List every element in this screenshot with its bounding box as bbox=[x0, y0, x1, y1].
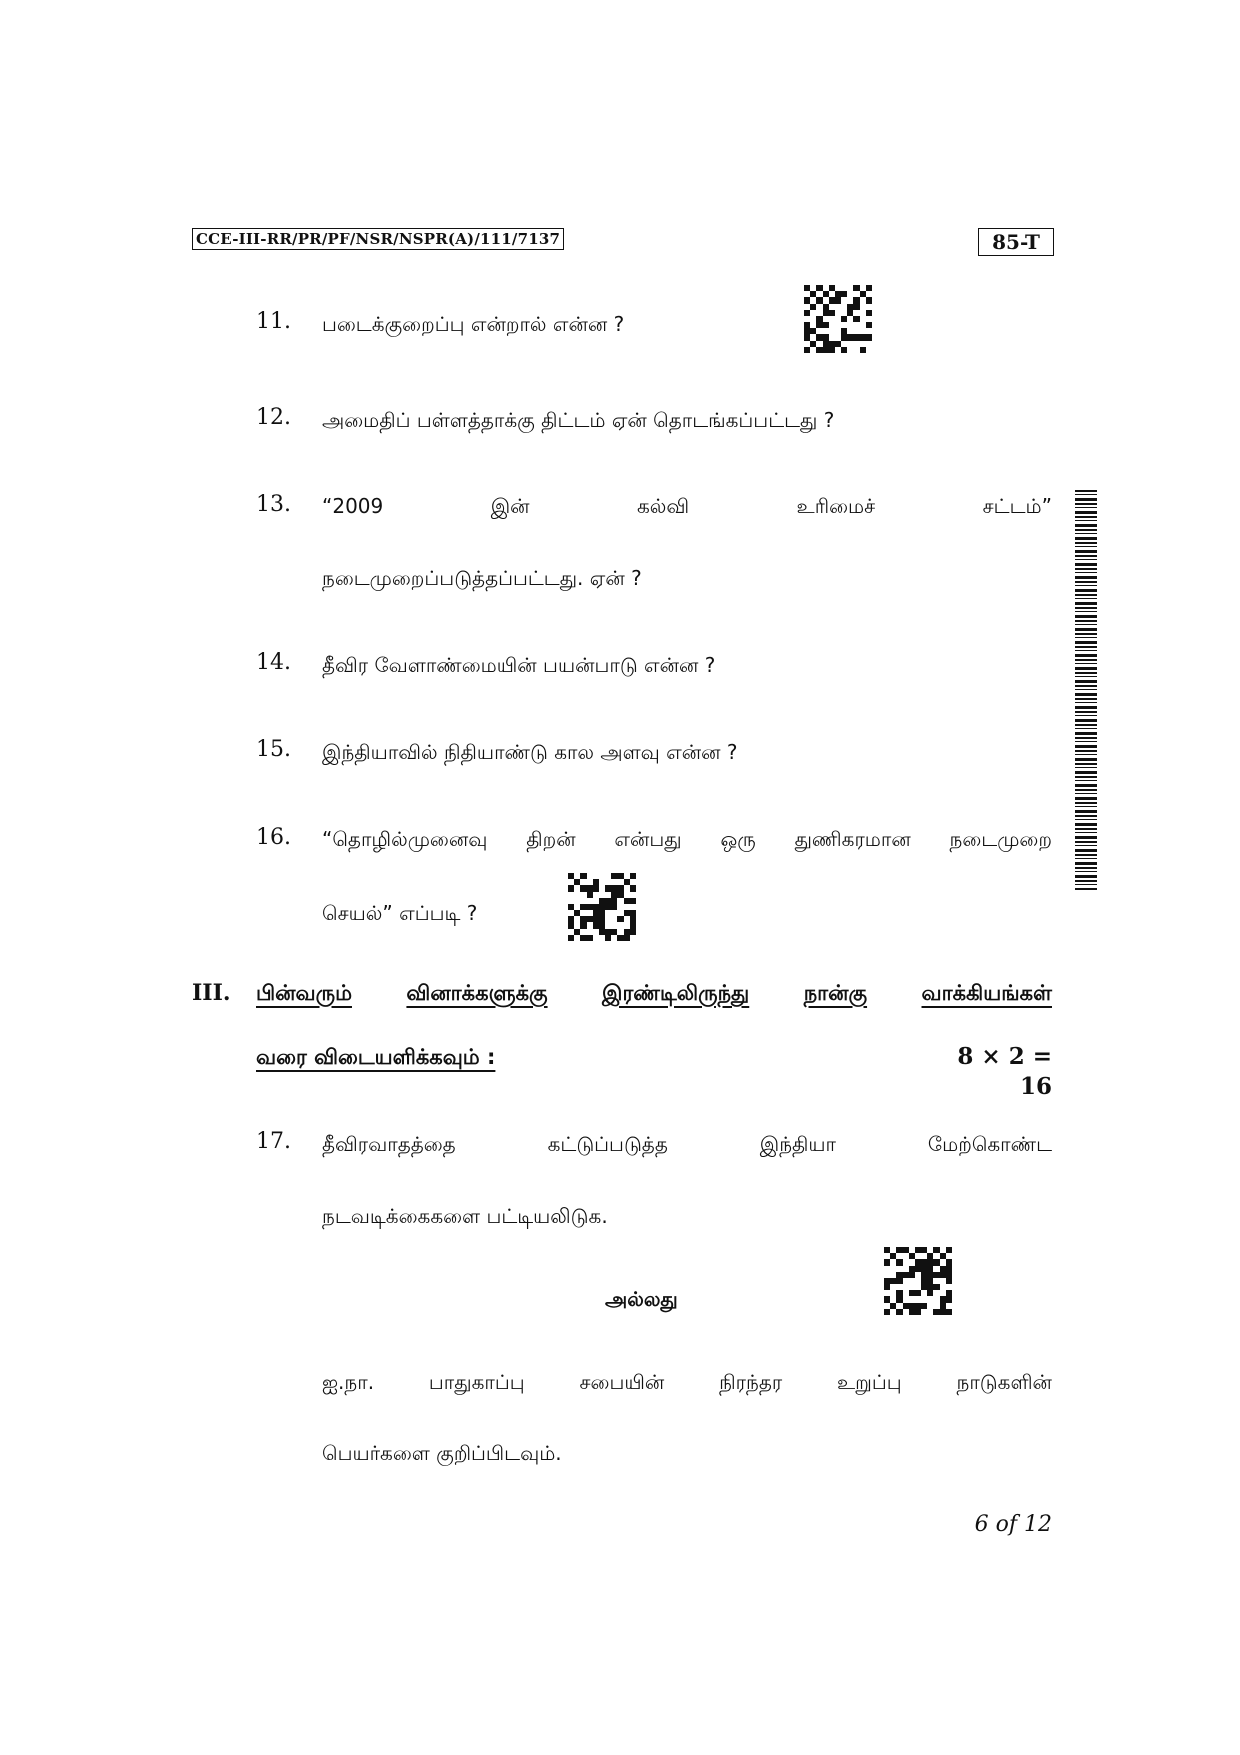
section-marks: 8 × 2 = 16 bbox=[957, 1043, 1052, 1100]
paper-code: 85-T bbox=[978, 228, 1054, 256]
word: வாக்கியங்கள் bbox=[921, 981, 1052, 1005]
word: பாதுகாப்பு bbox=[428, 1370, 525, 1394]
question-line bbox=[322, 1129, 1052, 1159]
word: ஒரு bbox=[720, 827, 756, 851]
word: சட்டம்” bbox=[982, 494, 1052, 518]
question-text: இந்தியாவில் நிதியாண்டு கால அளவு என்ன ? bbox=[322, 740, 738, 764]
question-text-continued: பெயர்களை குறிப்பிடவும். bbox=[322, 1441, 562, 1465]
page-number: 6 of 12 bbox=[974, 1512, 1052, 1537]
question-line bbox=[322, 491, 1052, 521]
question-number: 13. bbox=[256, 492, 291, 517]
question-text-continued: நடவடிக்கைகளை பட்டியலிடுக. bbox=[322, 1204, 608, 1228]
word: வினாக்களுக்கு bbox=[406, 981, 548, 1005]
question-number: 16. bbox=[256, 825, 291, 850]
word: இந்தியா bbox=[759, 1132, 837, 1156]
word: நடைமுறை bbox=[949, 827, 1052, 851]
question-text: படைக்குறைப்பு என்றால் என்ன ? bbox=[322, 312, 625, 336]
question-text-continued: செயல்” எப்படி ? bbox=[322, 901, 478, 925]
question-line bbox=[322, 824, 1052, 854]
word: “2009 bbox=[322, 494, 384, 518]
question-number: 11. bbox=[256, 309, 291, 334]
word: துணிகரமான bbox=[794, 827, 911, 851]
word: உறுப்பு bbox=[837, 1370, 902, 1394]
question-text: தீவிர வேளாண்மையின் பயன்பாடு என்ன ? bbox=[322, 653, 716, 677]
qr-code-icon bbox=[804, 285, 872, 353]
exam-code: CCE-III-RR/PR/PF/NSR/NSPR(A)/111/7137 bbox=[192, 228, 564, 250]
question-text: அமைதிப் பள்ளத்தாக்கு திட்டம் ஏன் தொடங்கப்பட்டது ? bbox=[322, 408, 835, 432]
word: தீவிரவாதத்தை bbox=[322, 1132, 456, 1156]
section-instruction-continued: வரை விடையளிக்கவும் : bbox=[256, 1045, 496, 1069]
word: “தொழில்முனைவு bbox=[322, 827, 488, 851]
word: மேற்கொண்ட bbox=[927, 1132, 1052, 1156]
section-number: III. bbox=[192, 980, 231, 1006]
word: உரிமைச் bbox=[796, 494, 876, 518]
barcode-icon bbox=[1075, 490, 1097, 890]
word: சபையின் bbox=[579, 1370, 665, 1394]
or-label: அல்லது bbox=[605, 1287, 678, 1311]
word: கட்டுப்படுத்த bbox=[547, 1132, 668, 1156]
word: கல்வி bbox=[636, 494, 690, 518]
word: இரண்டிலிருந்து bbox=[602, 981, 750, 1005]
word: நாடுகளின் bbox=[956, 1370, 1052, 1394]
word: பின்வரும் bbox=[256, 981, 352, 1005]
word: நிரந்தர bbox=[719, 1370, 783, 1394]
word: என்பது bbox=[614, 827, 682, 851]
word: திறன் bbox=[526, 827, 576, 851]
question-number: 17. bbox=[256, 1129, 291, 1154]
question-number: 12. bbox=[256, 405, 291, 430]
section-instruction-line bbox=[256, 978, 1052, 1008]
question-line bbox=[322, 1367, 1052, 1397]
question-number: 14. bbox=[256, 650, 291, 675]
qr-code-icon bbox=[568, 873, 636, 941]
question-number: 15. bbox=[256, 737, 291, 762]
word: நான்கு bbox=[803, 981, 868, 1005]
question-text-continued: நடைமுறைப்படுத்தப்பட்டது. ஏன் ? bbox=[322, 566, 642, 590]
word: ஐ.நா. bbox=[322, 1370, 375, 1394]
qr-code-icon bbox=[884, 1247, 952, 1315]
word: இன் bbox=[490, 494, 530, 518]
